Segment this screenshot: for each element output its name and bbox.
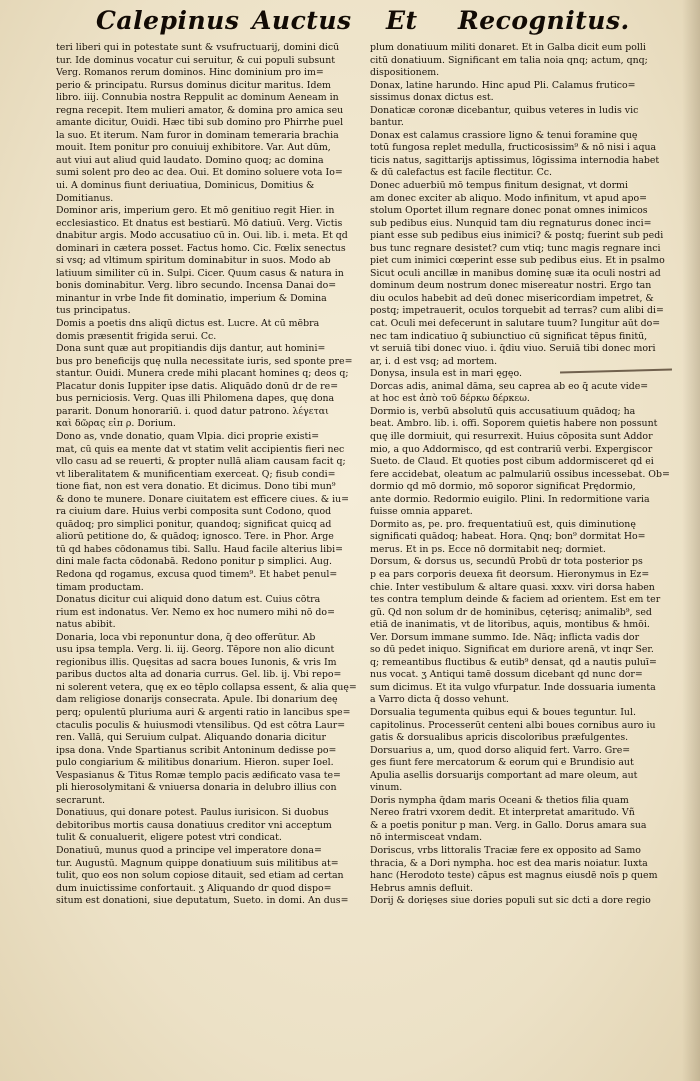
text-line: bus perniciosis. Verg. Quas illi Philomena dapes, quę dona — [56, 393, 335, 405]
dictionary-entry — [56, 42, 362, 205]
dictionary-entry — [370, 845, 670, 895]
text-line: vllo casu ad se reuerti, & propter nullā aliam causam facit q; — [56, 456, 346, 468]
text-line: sum dicimus. Et ita vulgo vfurpatur. Inde dossuaria iumenta — [370, 681, 656, 693]
text-line: debitoribus mortis causa donatiuus creditor vni acceptum — [56, 819, 332, 831]
text-line: Donaticæ coronæ dicebantur, quibus veteres in ludis vic — [370, 104, 639, 116]
text-line: & a poetis ponitur p man. Verg. in Gallo. Dorus amara sua — [370, 819, 647, 831]
text-line: Dominor aris, imperium gero. Et mō genitiuo regit Hier. in — [56, 205, 335, 217]
text-line: tur. Augustū. Magnum quippe donatiuum suis militibus at= — [56, 857, 339, 869]
dictionary-entry — [370, 406, 670, 519]
text-line: tū qd habes cōdonamus tibi. Sallu. Haud facile alterius libi= — [56, 543, 344, 555]
text-line: sissimus donax dictus est. — [370, 92, 494, 104]
text-line: piet cum inimici cœperint esse sub pedibus eius. Et in psalmo — [370, 255, 665, 267]
text-line: capitolinus. Processerūt centeni albi boues cornibus auro iu — [370, 719, 656, 731]
text-line: Apulia asellis dorsuarijs comportant ad mare oleum, aut — [370, 769, 638, 781]
text-line: ticis natus, sagittarijs aptissimus, lōgissima internodia habet — [370, 154, 660, 166]
dictionary-entry — [56, 343, 362, 431]
dictionary-entry — [370, 707, 670, 745]
text-line: bonis dominabitur. Verg. libro secundo. Incensa Danai do= — [56, 280, 337, 292]
dictionary-entry — [370, 556, 670, 707]
text-line: a Varro dicta q̄ dosso vehunt. — [370, 694, 509, 706]
text-line: plum donatiuum militi donaret. Et in Galba dicit eum polli — [370, 42, 646, 53]
text-line: Dorsualia tegumenta quibus equi & boues teguntur. Iul. — [370, 706, 636, 718]
dictionary-entry — [370, 130, 670, 180]
text-line: dini male facta cōdonabā. Redono ponitur p simplici. Aug. — [56, 556, 332, 568]
right-column — [370, 42, 670, 908]
dictionary-entry — [370, 42, 670, 80]
text-line: Donatus dicitur cui aliquid dono datum est. Cuius cōtra — [56, 594, 321, 606]
text-line: etiā de inanimatis, vt de litoribus, aquis, montibus & hmōi. — [370, 619, 650, 631]
text-line: & dono te munere. Donare ciuitatem est efficere ciues. & iu= — [56, 493, 350, 505]
text-line: Donaria, loca vbi reponuntur dona, q̄ deo offerūtur. Ab — [56, 631, 316, 643]
text-line: dum inuictissime confortauit. ʒ Aliquando dr quod dispo= — [56, 882, 332, 894]
text-line: chie. Inter vestibulum & altare quasi. xxxv. viri dorsa haben — [370, 581, 655, 593]
text-line: regionibus illis. Quęsitas ad sacra boues Iunonis, & vris Im — [56, 656, 337, 668]
text-line: Donec aduerbiū mō tempus finitum designat, vt dormi — [370, 180, 628, 192]
text-line: Doris nympha q̄dam maris Oceani & thetios filia quam — [370, 794, 629, 806]
text-line: bantur. — [370, 117, 404, 129]
text-line: usu ipsa templa. Verg. li. iij. Georg. Tēpore non alio dicunt — [56, 644, 335, 656]
text-line: Hebrus amnis defluit. — [370, 882, 473, 894]
text-line: ctaculis poculis & huiusmodi vtensilibus. Qd est cōtra Laur= — [56, 719, 346, 731]
text-line: Dorcas adis, animal dāma, seu caprea ab eo q̄ acute vide= — [370, 380, 649, 392]
text-line: vt liberalitatem & munificentiam exerceat. Q; fisub condi= — [56, 468, 336, 480]
text-line: mouit. Item ponitur pro conuiuij exhibitore. Var. Aut dūm, — [56, 142, 331, 154]
running-header — [0, 4, 700, 38]
text-line: aut viui aut aliud quid laudato. Domino quoq; ac domina — [56, 154, 324, 166]
text-line: Redona qd rogamus, excusa quod timem⁹. Et habet penul= — [56, 568, 338, 580]
text-line: domis præsentit frigida serui. Cc. — [56, 330, 217, 342]
text-line: paribus ductos alta ad donaria currus. Gel. lib. ij. Vbi repo= — [56, 669, 342, 681]
dictionary-entry — [370, 80, 670, 105]
text-line: Placatur donis Iuppiter ipse datis. Aliquādo donū dr de re= — [56, 380, 339, 392]
text-line: secrarunt. — [56, 794, 105, 806]
text-line: merus. Et in ps. Ecce nō dormitabit neq; dormiet. — [370, 543, 606, 555]
text-line: totū fungosa replet medulla, fructicosissim⁹ & nō nisi i aqua — [370, 142, 657, 154]
text-line: Domis a poetis dns aliqū dictus est. Lucre. At cū mēbra — [56, 318, 320, 330]
text-line: cat. Oculi mei defecerunt in salutare tuum? Iungitur aūt do= — [370, 318, 661, 330]
text-line: at hoc est ἀπὸ τοῦ δέρκω δέρκεω. — [370, 393, 530, 405]
text-line: nec tam indicatiuo q̄ subiunctiuo cū significat tēpus finitū, — [370, 330, 648, 342]
text-line: dispositionem. — [370, 67, 440, 79]
text-line: ra ciuium dare. Huius verbi composita sunt Codono, quod — [56, 506, 332, 518]
header-word-3: Et — [386, 6, 418, 35]
dictionary-entry — [56, 594, 362, 632]
text-line: am donec exciter ab aliquo. Modo infinitum, vt apud apo= — [370, 192, 648, 204]
text-line: dam religiose donarijs consecrata. Apule. Ibi donarium deę — [56, 694, 338, 706]
text-line: sumi solent pro deo ac dea. Oui. Et domino soluere vota Io= — [56, 167, 343, 179]
text-line: amante dicitur, Ouidi. Hæc tibi sub domino pro Phirrhe puel — [56, 117, 344, 129]
text-line: ar, i. d est vsq; ad mortem. — [370, 355, 498, 367]
text-line: Verg. Romanos rerum dominos. Hinc dominium pro im= — [56, 67, 324, 79]
text-line: regna recepit. Item mulieri amator, & domina pro amica seu — [56, 104, 344, 116]
text-line: diu oculos habebit ad deū donec misericordiam impetret, & — [370, 292, 654, 304]
text-line: si vsq; ad vltimum spiritum dominabitur in suos. Modo ab — [56, 255, 331, 267]
dictionary-entry — [370, 381, 670, 406]
text-line: hanc (Herodoto teste) cāpus est magnus eiusdē noīs p quem — [370, 870, 658, 882]
text-line: Donysa, insula est in mari ęgęo. — [370, 368, 522, 380]
text-line: Donatiuū, munus quod a principe vel imperatore dona= — [56, 845, 322, 856]
text-line: καὶ δῶρας εἶπ ρ. Dorium. — [56, 418, 176, 430]
header-word-4: Recognitus. — [458, 6, 630, 35]
text-line: Dona sunt quæ aut propitiandis dijs dantur, aut homini= — [56, 343, 326, 355]
text-line: tulit & conualuerit, eligere potest vtri condicat. — [56, 832, 282, 844]
dictionary-entry — [56, 205, 362, 318]
text-line: pulo congiarium & militibus donarium. Hieron. super Ioel. — [56, 757, 334, 769]
header-word-1: Calepinus — [96, 6, 240, 35]
text-line: fere accidebat, oleatum ac palmulariū ossibus incessebat. Ob= — [370, 468, 670, 480]
text-line: Donatiuus, qui donare potest. Paulus iurisicon. Si duobus — [56, 807, 329, 819]
text-line: p ea pars corporis deuexa fit deorsum. Hieronymus in Ez= — [370, 568, 650, 580]
text-line: stolum Oportet illum regnare donec ponat omnes inimicos — [370, 205, 648, 217]
text-line: la suo. Et iterum. Nam furor in dominam temeraria brachia — [56, 129, 339, 141]
dictionary-entry — [370, 519, 670, 557]
dictionary-entry — [56, 807, 362, 845]
text-line: mat, cū quis ea mente dat vt statim velit accipientis fieri nec — [56, 443, 345, 455]
text-line: significati quādoq; habeat. Hora. Qnq; bon⁹ dormitat Ho= — [370, 531, 646, 543]
text-line: ipsa dona. Vnde Spartianus scribit Antoninum dedisse po= — [56, 744, 337, 756]
text-line: situm est donationi, siue deputatum, Sueto. in domi. An dus= — [56, 895, 349, 907]
text-line: Dono as, vnde donatio, quam Vlpia. dici proprie existi= — [56, 430, 320, 442]
text-line: beat. Ambro. lib. i. offi. Soporem quietis habere non possunt — [370, 418, 658, 430]
text-line: Sueto. de Claud. Et quoties post cibum addormisceret qd ei — [370, 456, 654, 468]
text-line: pararit. Donum honorariū. i. quod datur patrono. λέγεται — [56, 405, 329, 417]
text-line: so dū pedet iniquo. Significat em duriore arenā, vt inqr Ser. — [370, 644, 654, 656]
text-line: ecclesiastico. Et dnatus est bestiarū. Mō datiuū. Verg. Victis — [56, 217, 343, 229]
dictionary-entry — [370, 795, 670, 845]
text-line: Ver. Dorsum immane summo. Ide. Nāq; inflicta vadis dor — [370, 631, 640, 643]
text-line: ante dormio. Redormio euigilo. Plini. In redormitione varia — [370, 493, 650, 505]
text-line: tione fiat, non est vera donatio. Et dicimus. Dono tibi mun⁹ — [56, 481, 336, 493]
text-line: Dorsuarius a, um, quod dorso aliquid fert. Varro. Gre= — [370, 744, 631, 756]
text-line: gū. Qd non solum dr de hominibus, cęterisq; animalib⁹, sed — [370, 606, 652, 618]
text-line: dnabitur argis. Modo accusatiuo cū in. Oui. lib. i. meta. Et qd — [56, 230, 348, 242]
text-line: Donax, latine harundo. Hinc apud Pli. Calamus frutico= — [370, 79, 636, 91]
text-line: latiuum similiter cū in. Sulpi. Cicer. Quum casus & natura in — [56, 267, 344, 279]
text-line: ni solerent vetera, quę ex eo tēplo collapsa essent, & alia quę= — [56, 681, 357, 693]
text-line: minantur in vrbe Inde fit dominatio, imperium & Domina — [56, 292, 327, 304]
text-line: timam productam. — [56, 581, 144, 593]
dictionary-entry — [56, 845, 362, 908]
text-line: stantur. Ouidi. Munera crede mihi placant homines q; deos q; — [56, 368, 349, 380]
text-line: Donax est calamus crassiore ligno & tenui foramine quę — [370, 129, 638, 141]
dictionary-entry — [370, 745, 670, 795]
text-line: citū donatiuum. Significant em talia noia qnq; actum, qnq; — [370, 54, 648, 66]
text-line: libro. iiij. Connubia nostra Reppulit ac dominum Aeneam in — [56, 92, 339, 104]
dictionary-entry — [370, 105, 670, 130]
text-line: fuisse omnia apparet. — [370, 506, 473, 518]
text-line: Domitianus. — [56, 192, 114, 204]
text-line: tur. Ide dominus vocatur cui seruitur, & cui populi subsunt — [56, 54, 336, 66]
dictionary-entry — [56, 632, 362, 808]
text-line: sub pedibus eius. Nunquid tam diu regnaturus donec inci= — [370, 217, 652, 229]
left-column — [56, 42, 362, 908]
text-line: Nereo fratri vxorem dedit. Et interpretat amaritudo. Vñ — [370, 807, 635, 819]
text-line: rium est indonatus. Ver. Nemo ex hoc numero mihi nō do= — [56, 606, 335, 618]
text-line: thracia, & a Dori nympha. hoc est dea maris noiatur. Iuxta — [370, 857, 648, 869]
text-line: & dū calefactus est facile flectitur. Cc. — [370, 167, 553, 179]
dictionary-entry — [56, 318, 362, 343]
text-line: mio, a quo Addormisco, qd est contrariū verbi. Expergiscor — [370, 443, 653, 455]
text-line: Dorsum, & dorsus us, secundū Probū dr tota posterior ps — [370, 556, 643, 568]
header-word-2: Auctus — [252, 6, 352, 35]
text-line: quę ille dormiuit, qui resurrexit. Huius cōposita sunt Addor — [370, 430, 653, 442]
text-line: gatis & dorsualibus apricis discoloribus præfulgentes. — [370, 732, 629, 744]
text-line: Vespasianus & Titus Romæ templo pacis ædificato vasa te= — [56, 769, 341, 781]
text-line: pli hierosolymitani & vniuersa donaria in delubro illius con — [56, 782, 337, 794]
text-line: nus vocat. ʒ Antiqui tamē dossum dicebant qd nunc dor= — [370, 669, 643, 681]
text-line: Dormito as, pe. pro. frequentatiuū est, quis diminutionę — [370, 518, 636, 530]
text-line: perio & principatu. Rursus dominus dicitur maritus. Idem — [56, 79, 331, 91]
dictionary-entry — [370, 895, 670, 908]
text-line: vinum. — [370, 782, 403, 794]
text-line: natus abibit. — [56, 619, 116, 631]
page-gutter-shadow — [682, 0, 700, 1081]
text-line: dominari in cætera posset. Factus homo. Cic. Fœlix senectus — [56, 242, 346, 254]
text-line: dormio qd mō dormio, mō soporor significat Prędormio, — [370, 481, 636, 493]
text-line: ui. A dominus fiunt deriuatiua, Dominicus, Domitius & — [56, 180, 315, 192]
text-line: tulit, quo eos non solum copiose ditauit, sed etiam ad certan — [56, 870, 344, 882]
text-line: Doriscus, vrbs littoralis Traciæ fere ex opposito ad Samo — [370, 845, 641, 856]
text-line: tes contra templum deinde & faciem ad orientem. Est em ter — [370, 594, 661, 606]
text-line: vt seruiā tibi donec viuo. i. q̄diu viuo. Seruiā tibi donec mori — [370, 343, 656, 355]
dictionary-entry — [56, 431, 362, 594]
text-line: Sicut oculi ancillæ in manibus dominę suæ ita oculi nostri ad — [370, 267, 661, 279]
text-line: piant esse sub pedibus eius inimici? & postq; fuerint sub pedi — [370, 230, 664, 242]
text-line: Dorij & dorięses siue dories populi sut sic dcti a dore regio — [370, 895, 651, 907]
text-line: aliorū petitione do, & quādoq; ignosco. Tere. in Phor. Arge — [56, 531, 334, 543]
text-line: quādoq; pro simplici ponitur, quandoq; significat quicq ad — [56, 518, 332, 530]
text-line: postq; impetrauerit, oculos torquebit ad terras? cum alibi di= — [370, 305, 664, 317]
text-line: Dormio is, verbū absolutū quis accusatiuum quādoq; ha — [370, 405, 636, 417]
text-line: ren. Vallā, qui Seruium culpat. Aliquando donaria dicitur — [56, 732, 327, 744]
text-line: ges fiunt fere mercatorum & eorum qui e Brundisio aut — [370, 757, 634, 769]
text-line: tus principatus. — [56, 305, 131, 317]
text-line: bus pro beneficijs quę nulla necessitate iuris, sed sponte pre= — [56, 355, 353, 367]
text-line: dominum deum nostrum donec misereatur nostri. Ergo tan — [370, 280, 652, 292]
text-line: teri liberi qui in potestate sunt & vsufructuarij, domini dicū — [56, 42, 340, 53]
text-line: q; remeantibus fluctibus & eutib⁹ densat, qd a nautis puluī= — [370, 656, 657, 668]
text-line: nō intermisceat vndam. — [370, 832, 483, 844]
text-line: bus tunc regnare desistet? cum vtiq; tunc magis regnare inci — [370, 242, 661, 254]
text-line: perq; opulentū pluriuma auri & argenti ratio in lancibus spe= — [56, 706, 351, 718]
dictionary-entry — [370, 180, 670, 368]
